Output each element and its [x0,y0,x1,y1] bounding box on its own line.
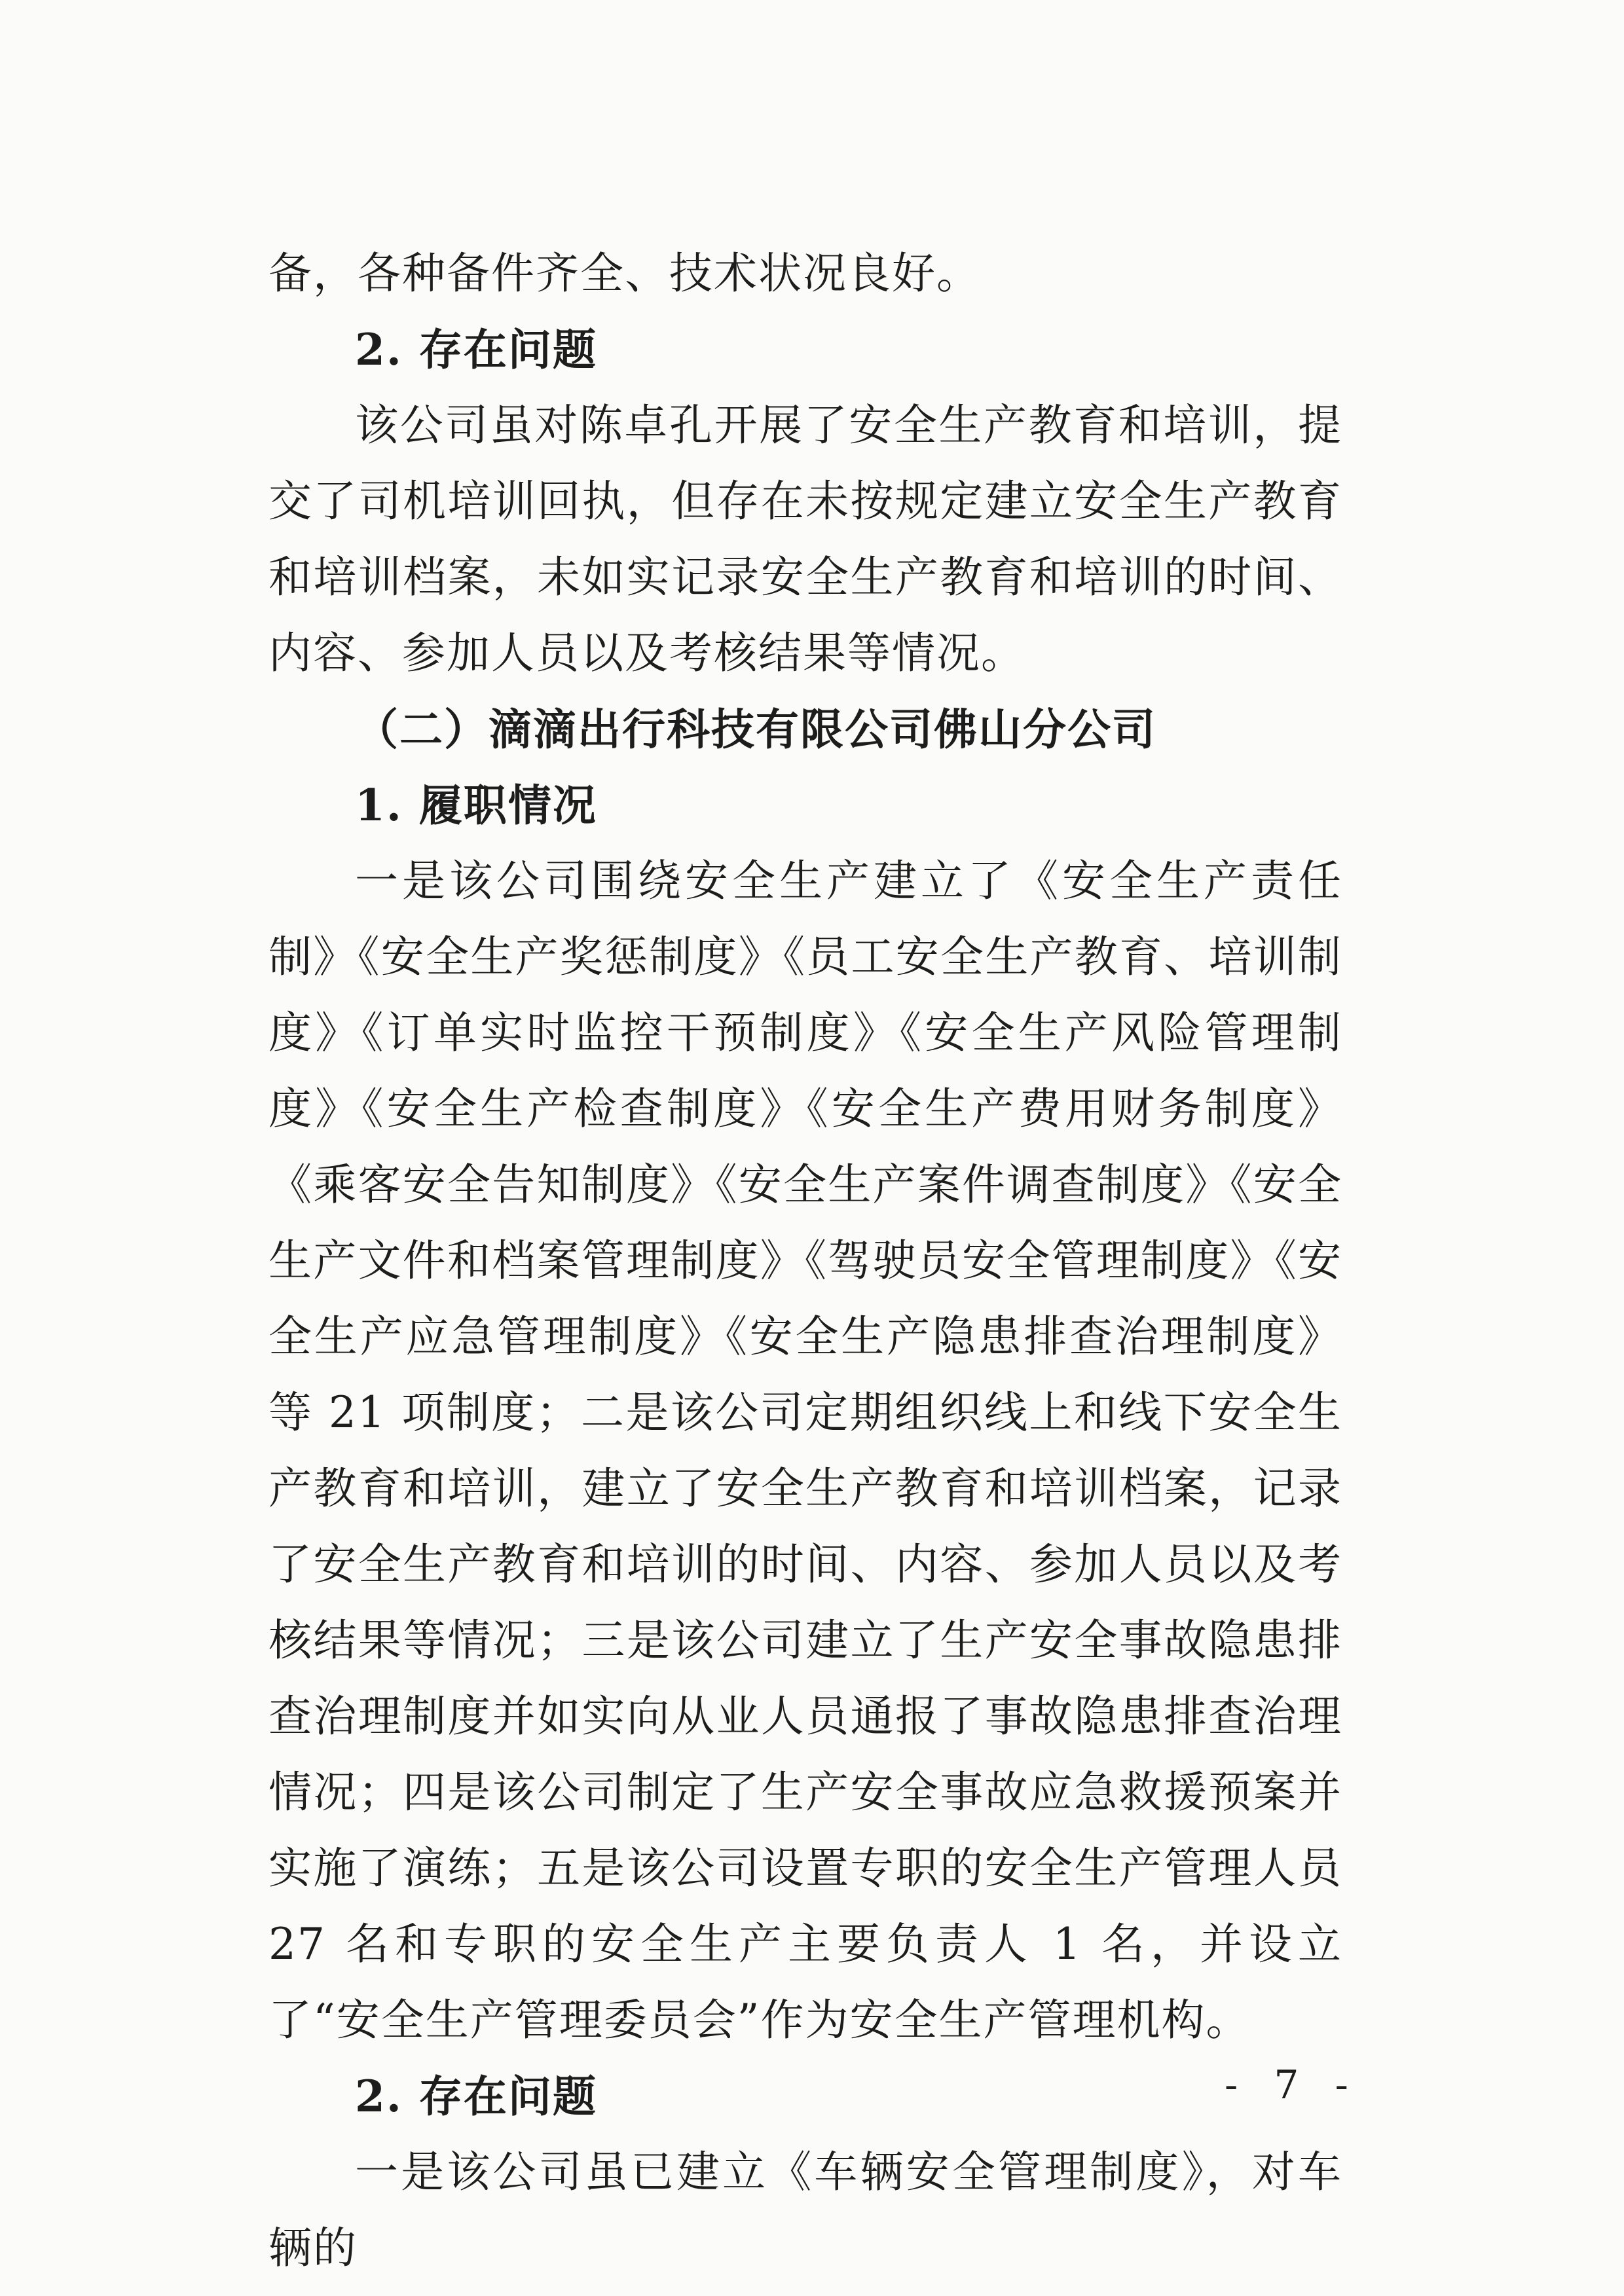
section-heading-didi-foshan: （二）滴滴出行科技有限公司佛山分公司 [355,704,1156,755]
subheading-issues: 2. 存在问题 [355,324,597,375]
subheading-issues-2: 2. 存在问题 [355,2071,597,2122]
paragraph-performance: 一是该公司围绕安全生产建立了《安全生产责任制》《安全生产奖惩制度》《员工安全生产教育、培训制度》《订单实时监控干预制度》《安全生产风险管理制度》《安全生产检查制度》《安全生产费用财务制度》《乘客安全告知制度》《安全生产案件调查制度》《安全生产文件和档案管理制度》《驾驶员安全管理制度》《安全生产应急管理制度》《安全生产隐患排查治理制度》等 21 项制度；二是该公司定期组织线上和线下安全生产教育和培训，建立了安全生产教育和培训档案，记录了安全生产教育和培训的时间、内容、参加人员以及考核结果等情况；三是该公司建立了生产安全事故隐患排查治理制度并如实向从业人员通报了事故隐患排查治理情况；四是该公司制定了生产安全事故应急救援预案并实施了演练；五是该公司设置专职的安全生产管理人员 27 名和专职的安全生产主要负责人 1 名，并设立了“安全生产管理委员会”作为安全生产管理机构。 [268,856,1342,2045]
paragraph-issues-2: 一是该公司虽已建立《车辆安全管理制度》，对车辆的 [268,2147,1342,2273]
subheading-performance: 1. 履职情况 [355,780,597,831]
document-body [268,236,1342,2286]
paragraph-continuation: 备，各种备件齐全、技术状况良好。 [268,248,981,299]
paragraph-issues: 该公司虽对陈卓孔开展了安全生产教育和培训，提交了司机培训回执，但存在未按规定建立安全生产教育和培训档案，未如实记录安全生产教育和培训的时间、内容、参加人员以及考核结果等情况。 [268,400,1342,678]
page-number: - 7 - [1225,2062,1360,2108]
